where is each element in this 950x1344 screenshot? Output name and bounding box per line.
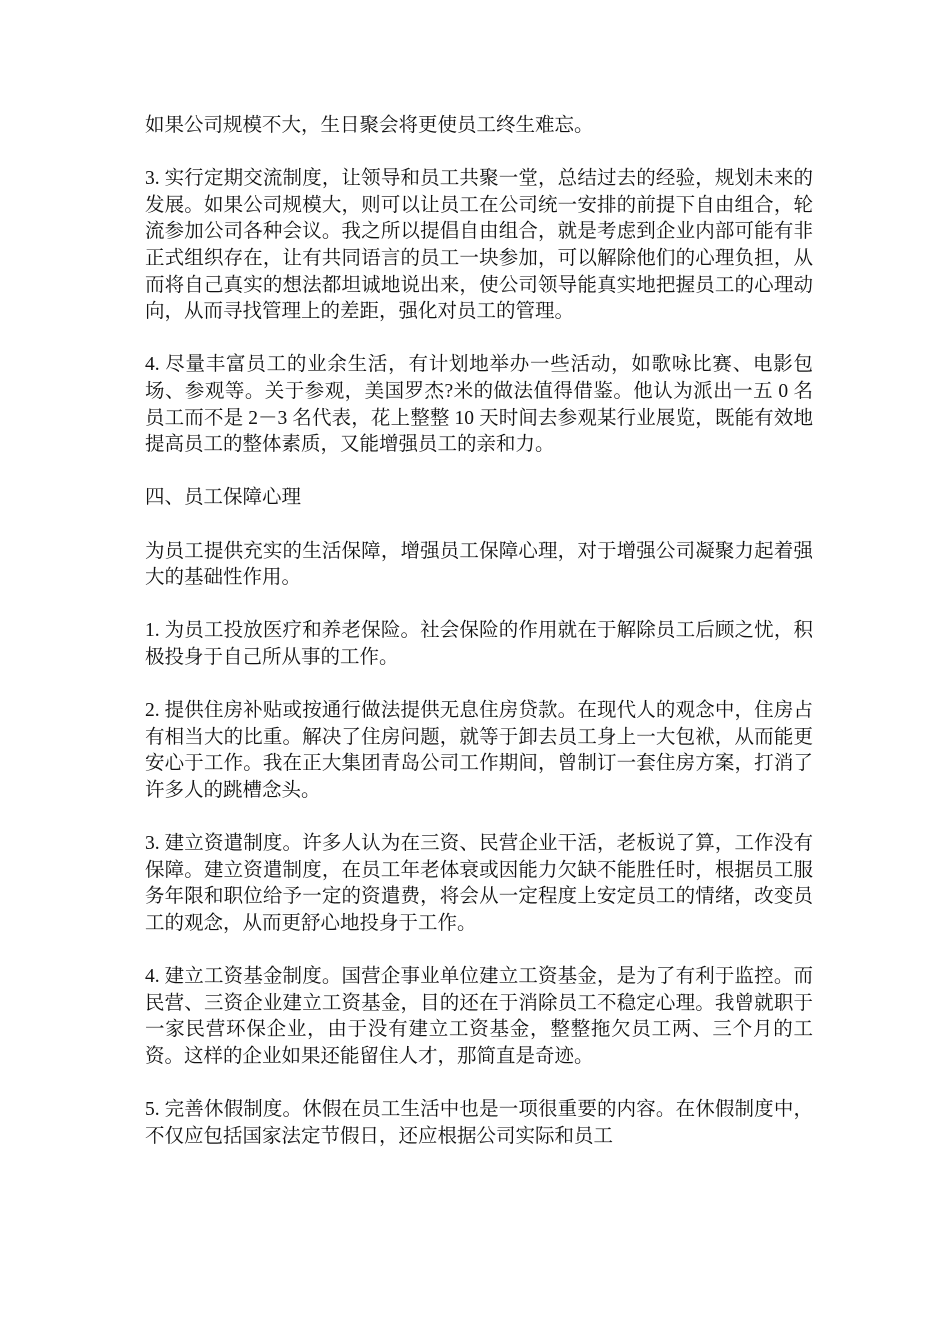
paragraph-insurance: 1. 为员工投放医疗和养老保险。社会保险的作用就在于解除员工后顾之忧，积极投身于自己所从事的工作。 bbox=[145, 620, 813, 668]
paragraph-wage-fund: 4. 建立工资基金制度。国营企事业单位建立工资基金，是为了有利于监控。而民营、三资企业建立工资基金，目的还在于消除员工不稳定心理。我曾就职于一家民营环保企业，由于没有建立工资基金，整整拖欠员工两、三个月的工资。这样的企业如果还能留住人才，那简直是奇迹。 bbox=[145, 966, 813, 1067]
document-page bbox=[145, 113, 813, 1177]
paragraph-vacation: 5. 完善休假制度。休假在员工生活中也是一项很重要的内容。在休假制度中，不仅应包括国家法定节假日，还应根据公司实际和员工 bbox=[145, 1098, 813, 1147]
paragraph-leisure-activities: 4. 尽量丰富员工的业余生活，有计划地举办一些活动，如歌咏比赛、电影包场、参观等。关于参观，美国罗杰?米的做法值得借鉴。他认为派出一五 0 名员工而不是 2－3 名代表，花上整整 10 天时间去参观某行业展览，既能有效地提高员工的整体素质，又能增强员工的亲和力。 bbox=[145, 354, 813, 456]
paragraph-severance: 3. 建立资遣制度。许多人认为在三资、民营企业干活，老板说了算，工作没有保障。建立资遣制度，在员工年老体衰或因能力欠缺不能胜任时，根据员工服务年限和职位给予一定的资遣费，将会从一定程度上安定员工的情绪，改变员工的观念，从而更舒心地投身于工作。 bbox=[145, 833, 813, 934]
section-heading-security: 四、员工保障心理 bbox=[145, 487, 302, 509]
paragraph-housing: 2. 提供住房补贴或按通行做法提供无息住房贷款。在现代人的观念中，住房占有相当大的比重。解决了住房问题，就等于卸去员工身上一大包袱，从而能更安心于工作。我在正大集团青岛公司工作期间，曾制订一套住房方案，打消了许多人的跳槽念头。 bbox=[145, 700, 813, 801]
paragraph-security-intro: 为员工提供充实的生活保障，增强员工保障心理，对于增强公司凝聚力起着强大的基础性作用。 bbox=[145, 540, 813, 589]
paragraph-regular-exchange: 3. 实行定期交流制度，让领导和员工共聚一堂，总结过去的经验，规划未来的发展。如果公司规模大，则可以让员工在公司统一安排的前提下自由组合，轮流参加公司各种会议。我之所以提倡自由组合，就是考虑到企业内部可能有非正式组织存在，让有共同语言的员工一块参加，可以解除他们的心理负担，从而将自己真实的想法都坦诚地说出来，使公司领导能真实地把握员工的心理动向，从而寻找管理上的差距，强化对员工的管理。 bbox=[145, 168, 813, 323]
paragraph-birthday-party: 如果公司规模不大，生日聚会将更使员工终生难忘。 bbox=[145, 115, 594, 136]
